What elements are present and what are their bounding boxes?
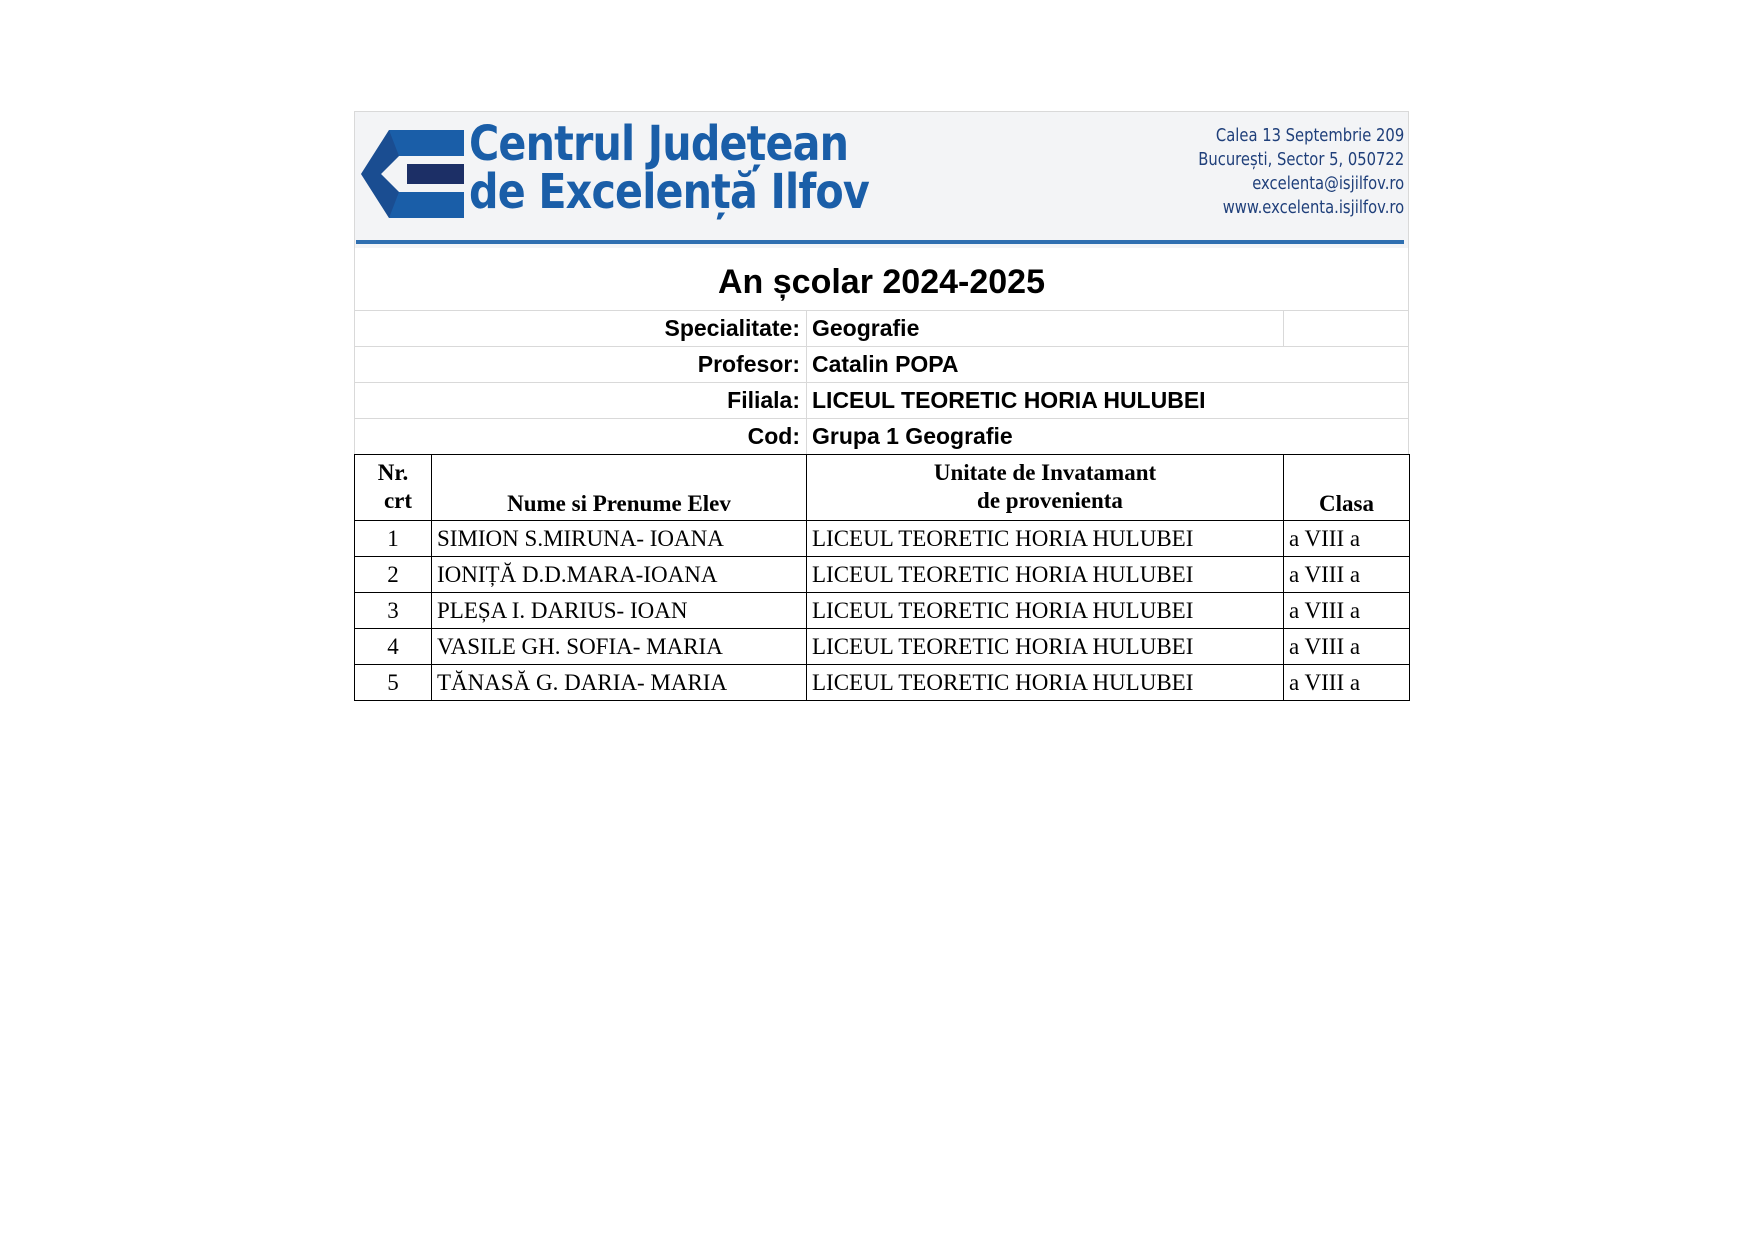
header-class: Clasa <box>1284 455 1410 521</box>
header-banner <box>354 111 1409 248</box>
header-nr-crt <box>355 455 432 521</box>
header-nr-line-1: Nr. <box>377 459 409 485</box>
cod-value: Grupa 1 Geografie <box>812 423 1013 449</box>
school-name: LICEUL TEORETIC HORIA HULUBEI <box>807 521 1284 557</box>
header-school-line-2: de provenienta <box>977 487 1123 513</box>
student-name: TĂNASĂ G. DARIA- MARIA <box>432 665 807 701</box>
cod-label: Cod: <box>355 419 807 454</box>
filiala-label: Filiala: <box>355 383 807 418</box>
row-number: 1 <box>355 521 432 557</box>
logo-icon <box>359 126 464 222</box>
school-name: LICEUL TEORETIC HORIA HULUBEI <box>807 593 1284 629</box>
profesor-label: Profesor: <box>355 347 807 382</box>
contact-city: București, Sector 5, 050722 <box>1198 149 1404 170</box>
header-school <box>807 455 1284 521</box>
logo-line-1: Centrul Județean <box>469 116 849 172</box>
banner-divider <box>356 240 1404 244</box>
class-name: a VIII a <box>1284 629 1410 665</box>
table-header-row <box>355 455 1410 521</box>
row-number: 5 <box>355 665 432 701</box>
school-name: LICEUL TEORETIC HORIA HULUBEI <box>807 665 1284 701</box>
student-name: VASILE GH. SOFIA- MARIA <box>432 629 807 665</box>
table-row <box>355 557 1410 593</box>
document-sheet <box>354 111 1409 701</box>
info-row-filiala <box>354 382 1409 418</box>
table-row <box>355 593 1410 629</box>
class-name: a VIII a <box>1284 521 1410 557</box>
empty-cell <box>1283 311 1408 346</box>
table-row <box>355 665 1410 701</box>
class-name: a VIII a <box>1284 593 1410 629</box>
info-row-cod <box>354 418 1409 454</box>
student-name: SIMION S.MIRUNA- IOANA <box>432 521 807 557</box>
specialitate-label: Specialitate: <box>355 311 807 346</box>
class-name: a VIII a <box>1284 665 1410 701</box>
student-name: PLEȘA I. DARIUS- IOAN <box>432 593 807 629</box>
school-name: LICEUL TEORETIC HORIA HULUBEI <box>807 557 1284 593</box>
row-number: 4 <box>355 629 432 665</box>
contact-address: Calea 13 Septembrie 209 <box>1215 125 1404 146</box>
table-row <box>355 521 1410 557</box>
info-row-profesor <box>354 346 1409 382</box>
row-number: 2 <box>355 557 432 593</box>
logo-line-2: de Excelență Ilfov <box>469 164 869 220</box>
contact-website: www.excelenta.isjilfov.ro <box>1222 197 1404 218</box>
page-title: An școlar 2024-2025 <box>354 248 1409 310</box>
header-school-line-1: Unitate de Invatamant <box>933 459 1157 485</box>
filiala-value: LICEUL TEORETIC HORIA HULUBEI <box>812 387 1206 413</box>
student-name: IONIȚĂ D.D.MARA-IOANA <box>432 557 807 593</box>
contact-email: excelenta@isjilfov.ro <box>1251 173 1404 194</box>
row-number: 3 <box>355 593 432 629</box>
table-row <box>355 629 1410 665</box>
logo-text <box>469 116 869 220</box>
contact-block <box>1198 124 1404 220</box>
header-name: Nume si Prenume Elev <box>432 455 807 521</box>
class-name: a VIII a <box>1284 557 1410 593</box>
specialitate-value: Geografie <box>812 315 920 341</box>
school-name: LICEUL TEORETIC HORIA HULUBEI <box>807 629 1284 665</box>
students-table <box>354 454 1410 701</box>
header-nr-line-2: crt <box>383 487 413 513</box>
info-row-specialitate <box>354 310 1409 346</box>
profesor-value: Catalin POPA <box>812 351 959 377</box>
